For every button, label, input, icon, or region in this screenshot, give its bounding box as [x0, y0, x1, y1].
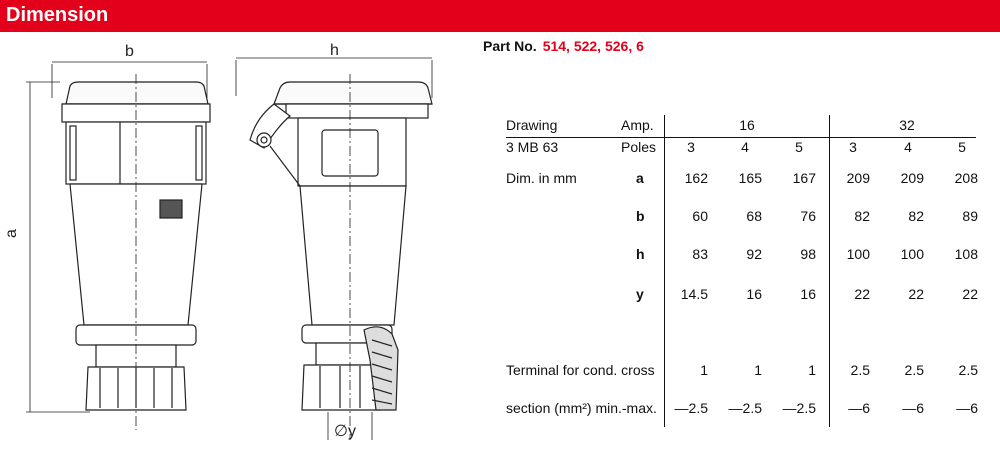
terminal-max-cell: —2.5 [782, 400, 816, 416]
header-rule [506, 137, 976, 138]
poles-cell: 5 [795, 139, 803, 155]
table-cell: 68 [746, 208, 762, 224]
side-view [250, 82, 432, 410]
table-cell: 16 [800, 286, 816, 302]
drawing-number: 3 MB 63 [506, 139, 559, 155]
terminal-max-cell: —6 [848, 400, 870, 416]
label-a: a [3, 229, 20, 238]
table-cell: 83 [692, 246, 708, 262]
row-key-a: a [636, 170, 644, 186]
terminal-min-cell: 1 [700, 362, 708, 378]
amp-32: 32 [899, 117, 915, 133]
table-cell: 208 [954, 170, 978, 186]
label-y: ∅y [334, 423, 356, 440]
drawing-label: Drawing [506, 117, 558, 133]
table-cell: 76 [800, 208, 816, 224]
table-cell: 60 [692, 208, 708, 224]
row-key-h: h [636, 246, 645, 262]
table-cell: 82 [908, 208, 924, 224]
terminal-max-cell: —6 [956, 400, 978, 416]
terminal-label-line2: section (mm²) min.-max. [506, 400, 657, 416]
column-divider-left [664, 115, 665, 427]
terminal-min-cell: 2.5 [904, 362, 924, 378]
terminal-max-cell: —2.5 [728, 400, 762, 416]
page-title: Dimension [6, 4, 109, 26]
label-b: b [125, 43, 134, 60]
table-cell: 165 [738, 170, 762, 186]
poles-cell: 3 [687, 139, 695, 155]
dim-label: Dim. in mm [506, 170, 577, 186]
table-cell: 22 [908, 286, 924, 302]
dimension-drawing [0, 32, 480, 450]
part-number-value: 514, 522, 526, 6 [542, 38, 644, 54]
poles-cell: 5 [958, 139, 966, 155]
table-cell: 209 [846, 170, 870, 186]
table-cell: 100 [846, 246, 870, 262]
terminal-min-cell: 2.5 [958, 362, 978, 378]
row-key-y: y [636, 286, 644, 302]
header-bar [0, 0, 1000, 32]
table-cell: 22 [854, 286, 870, 302]
table-cell: 14.5 [680, 286, 708, 302]
table-cell: 108 [954, 246, 978, 262]
poles-label: Poles [621, 139, 657, 155]
table-cell: 16 [746, 286, 762, 302]
part-number-label: Part No. [483, 38, 537, 54]
poles-cell: 4 [904, 139, 912, 155]
terminal-max-cell: —2.5 [674, 400, 708, 416]
amp-label: Amp. [621, 117, 654, 133]
poles-cell: 3 [849, 139, 857, 155]
terminal-min-cell: 1 [754, 362, 762, 378]
table-cell: 92 [746, 246, 762, 262]
terminal-min-cell: 2.5 [850, 362, 870, 378]
table-cell: 162 [684, 170, 708, 186]
table-cell: 89 [962, 208, 978, 224]
table-cell: 82 [854, 208, 870, 224]
row-key-b: b [636, 208, 645, 224]
table-cell: 98 [800, 246, 816, 262]
table-cell: 209 [900, 170, 924, 186]
label-h: h [330, 42, 339, 59]
part-number [483, 38, 644, 54]
terminal-label-line1: Terminal for cond. cross [506, 362, 655, 378]
table-cell: 167 [792, 170, 816, 186]
table-cell: 100 [900, 246, 924, 262]
poles-cell: 4 [741, 139, 749, 155]
table-cell: 22 [962, 286, 978, 302]
terminal-max-cell: —6 [902, 400, 924, 416]
column-divider-mid [829, 115, 830, 427]
amp-16: 16 [739, 117, 755, 133]
terminal-min-cell: 1 [808, 362, 816, 378]
